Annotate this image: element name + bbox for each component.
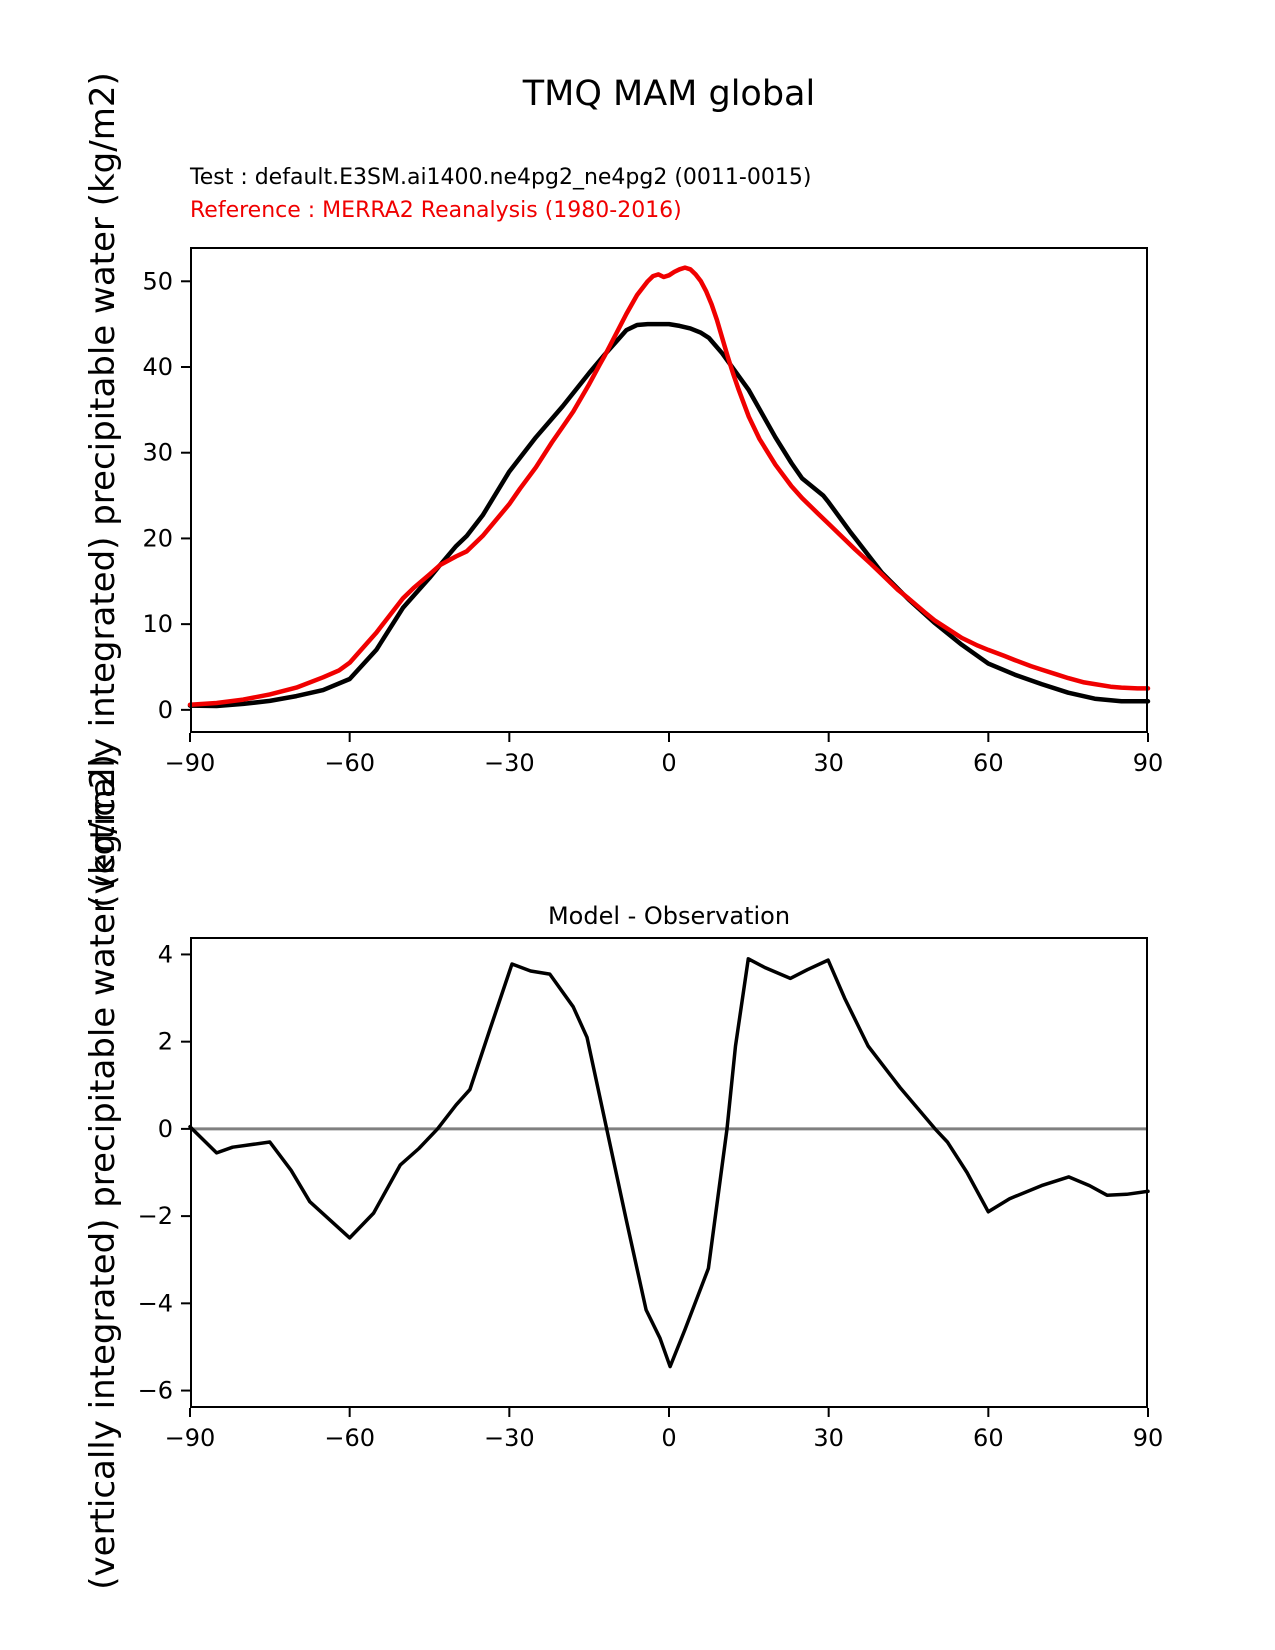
x-tick-label: 60 — [973, 749, 1004, 777]
y-tick-label: −6 — [137, 1376, 173, 1405]
x-tick-label: −90 — [164, 749, 216, 777]
bottom-plot-axes — [137, 937, 1164, 1452]
test-series-label: Test : default.E3SM.ai1400.ne4pg2_ne4pg2 (0011-0015) — [190, 165, 812, 190]
y-tick-label: 4 — [157, 940, 173, 969]
x-tick-label: −60 — [324, 1424, 375, 1452]
subplot-title: Model - Observation — [547, 902, 791, 930]
top-plot-canvas — [142, 247, 1164, 777]
x-tick-label: −30 — [484, 1424, 535, 1452]
x-tick-label: 30 — [813, 1424, 844, 1452]
x-tick-label: 0 — [661, 749, 677, 777]
chart-title: TMQ MAM global — [522, 74, 816, 114]
x-tick-label: 90 — [1132, 749, 1164, 777]
y-tick-label: −2 — [137, 1202, 173, 1231]
x-tick-label: 30 — [813, 749, 844, 777]
reference-curve — [190, 268, 1148, 705]
top-plot-axes — [142, 247, 1164, 777]
y-tick-label: 10 — [142, 610, 173, 639]
bottom-plot-canvas — [137, 937, 1164, 1452]
x-tick-label: 0 — [661, 1424, 677, 1452]
difference-curve — [190, 959, 1148, 1367]
x-tick-label: 90 — [1132, 1424, 1164, 1452]
axes-frame — [191, 938, 1147, 1407]
reference-series-label: Reference : MERRA2 Reanalysis (1980-2016) — [190, 198, 682, 223]
y-tick-label: 20 — [142, 524, 173, 553]
y-tick-label: 50 — [142, 267, 173, 296]
y-tick-label: 0 — [157, 1114, 173, 1143]
x-tick-label: −30 — [484, 749, 535, 777]
y-axis-label-bottom: (vertically integrated) precipitable water (kg/m2) — [83, 754, 123, 1590]
x-tick-label: 60 — [973, 1424, 1004, 1452]
x-tick-label: −60 — [324, 749, 375, 777]
y-tick-label: 30 — [142, 438, 173, 467]
y-axis-label-top: (vertically integrated) precipitable water (kg/m2) — [83, 72, 123, 908]
y-tick-label: 0 — [157, 695, 173, 724]
y-tick-label: −4 — [137, 1289, 173, 1318]
test-curve — [190, 324, 1148, 706]
y-tick-label: 40 — [142, 353, 173, 381]
y-tick-label: 2 — [157, 1027, 173, 1056]
axes-frame — [191, 248, 1147, 732]
x-tick-label: −90 — [164, 1424, 216, 1452]
